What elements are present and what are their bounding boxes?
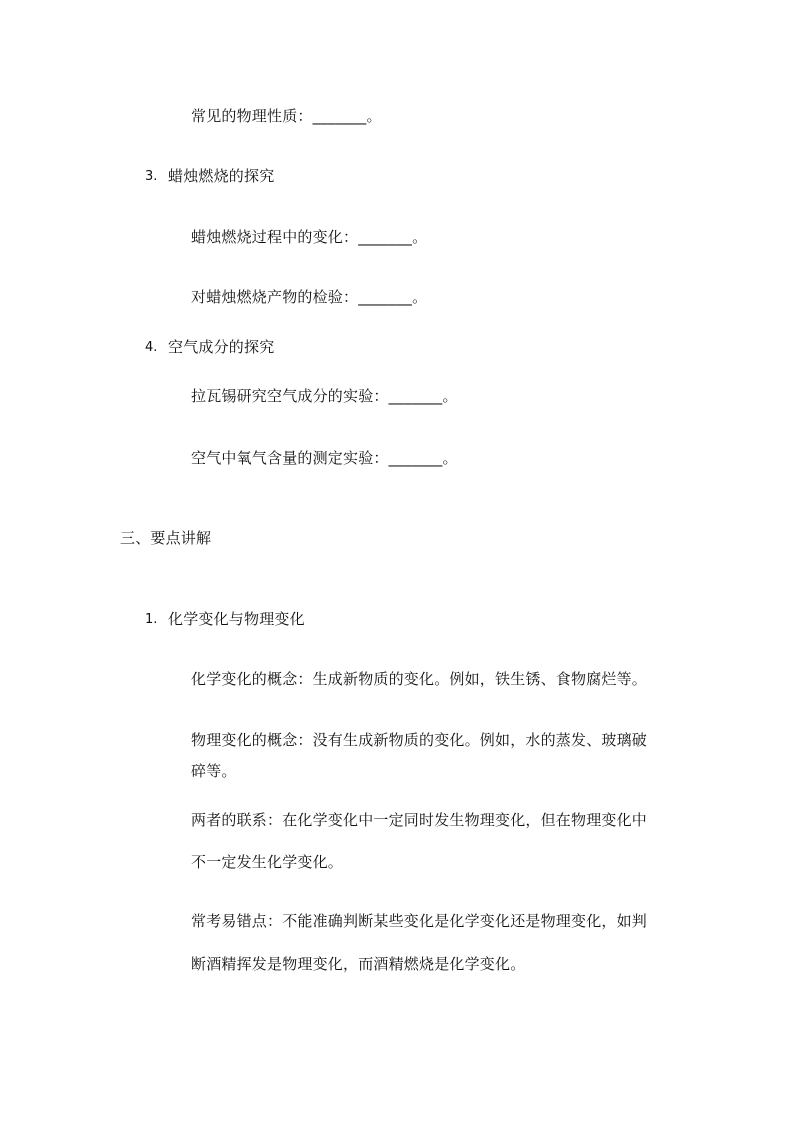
chemical-change-definition: 化学变化的概念：生成新物质的变化。例如，铁生锈、食物腐烂等。: [191, 670, 648, 688]
common-mistake-line-2: 断酒精挥发是物理变化，而酒精燃烧是化学变化。: [191, 955, 526, 973]
section-3-title: 蜡烛燃烧的探究: [168, 167, 275, 185]
physical-change-definition-line-1: 物理变化的概念：没有生成新物质的变化。例如，水的蒸发、玻璃破: [191, 731, 648, 749]
subsection-1-title: 化学变化与物理变化: [168, 610, 305, 628]
section-4-title: 空气成分的探究: [168, 338, 275, 356]
relationship-line-1: 两者的联系：在化学变化中一定同时发生物理变化，但在物理变化中: [191, 811, 648, 829]
section-4-number: 4.: [145, 340, 158, 355]
physical-change-definition-line-2: 碎等。: [191, 762, 237, 780]
physical-properties-line: 常见的物理性质：_______。: [191, 107, 382, 125]
section-3-number: 3.: [145, 169, 158, 184]
section-3-item-1: 蜡烛燃烧过程中的变化：_______。: [191, 228, 428, 246]
subsection-1-number: 1.: [145, 612, 158, 627]
part-3-heading: 三、要点讲解: [120, 529, 212, 547]
section-4-item-1: 拉瓦锡研究空气成分的实验：_______。: [191, 387, 458, 405]
section-4-item-2: 空气中氧气含量的测定实验：_______。: [191, 449, 458, 467]
section-3-item-2: 对蜡烛燃烧产物的检验：_______。: [191, 288, 428, 306]
relationship-line-2: 不一定发生化学变化。: [191, 853, 344, 871]
common-mistake-line-1: 常考易错点：不能准确判断某些变化是化学变化还是物理变化，如判: [191, 912, 648, 930]
